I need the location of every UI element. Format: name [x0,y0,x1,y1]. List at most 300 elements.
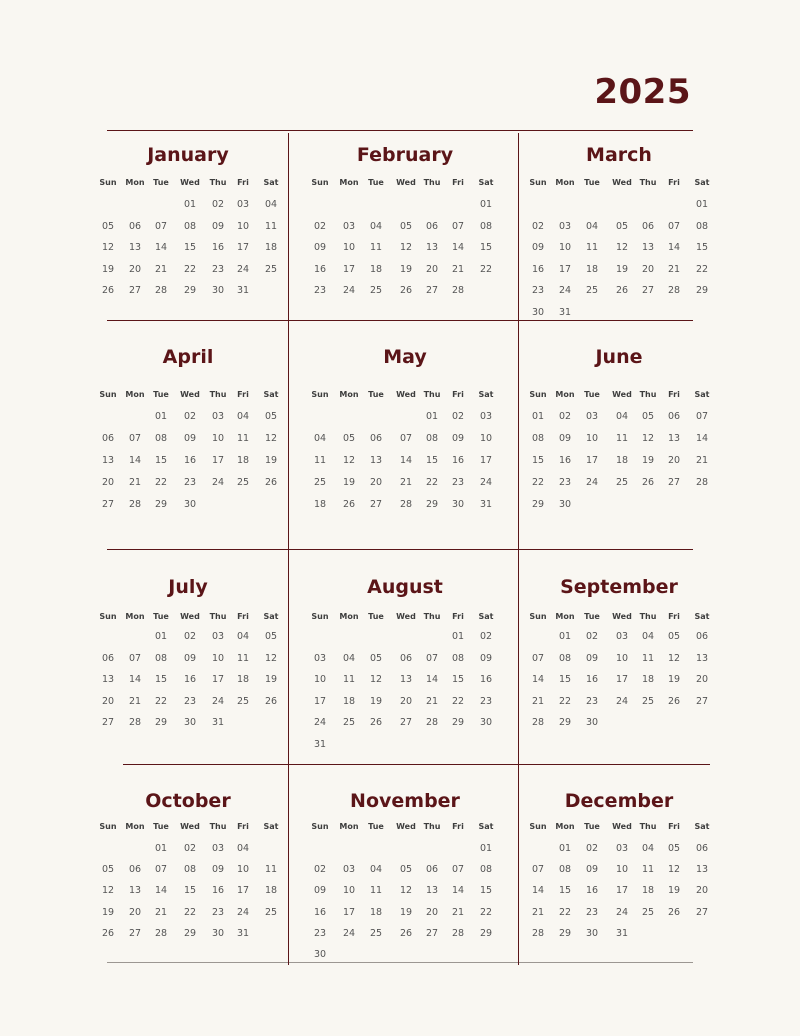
day-cell: 16 [313,263,327,275]
day-cell: 08 [183,220,197,232]
day-cell: 04 [369,864,383,876]
day-cell: 31 [313,738,327,750]
weekday-label: Mon [555,612,575,621]
weekday-label: Sun [311,178,329,187]
weekday-label: Sat [478,612,494,621]
month-title: February [356,144,454,166]
day-cell: 06 [425,864,439,876]
day-cell: 15 [425,455,439,466]
day-cell: 13 [667,433,681,444]
day-cell: 10 [236,864,250,876]
day-cell: 30 [211,927,225,939]
day-cell: 20 [128,263,142,275]
day-cell: 04 [236,411,250,422]
day-cell: 20 [667,455,681,466]
day-cell: 23 [183,477,197,488]
day-cell: 26 [399,285,413,296]
weekday-label: Tue [368,822,384,831]
day-cell: 30 [183,499,197,510]
weekday-label: Fri [237,822,249,831]
day-cell: 18 [313,499,327,510]
day-cell: 14 [154,242,168,253]
day-cell: 11 [264,864,278,876]
day-cell: 28 [531,717,545,728]
day-cell: 15 [531,455,545,466]
day-cell: 23 [558,477,572,488]
day-cell: 02 [558,411,572,422]
weekday-label: Wed [612,178,632,187]
day-cell: 12 [101,885,115,897]
day-cell: 20 [369,477,383,488]
weekday-label: Sun [99,178,117,187]
day-cell: 27 [695,906,709,918]
day-cell: 05 [399,864,413,876]
weekday-label: Sun [99,612,117,621]
divider-row-3 [123,764,710,765]
day-cell: 27 [128,927,142,939]
day-cell: 05 [369,652,383,664]
day-cell: 20 [695,674,709,685]
day-cell: 04 [236,631,250,642]
divider-bottom [107,962,693,963]
weekday-label: Sat [694,612,710,621]
day-cell: 19 [641,455,655,466]
weekday-label: Wed [180,612,200,621]
day-cell: 18 [264,885,278,897]
day-cell: 23 [479,695,493,707]
day-cell: 23 [313,285,327,296]
day-cell: 26 [399,927,413,939]
day-cell: 29 [695,285,709,296]
day-cell: 09 [558,433,572,444]
day-cell: 26 [342,499,356,510]
day-cell: 15 [695,242,709,253]
day-cell: 22 [451,695,465,707]
day-cell: 27 [695,695,709,707]
weekday-label: Tue [584,178,600,187]
day-cell: 11 [342,674,356,685]
day-cell: 15 [451,674,465,685]
weekday-label: Wed [180,390,200,399]
day-cell: 01 [451,631,465,642]
day-cell: 13 [425,242,439,253]
day-cell: 19 [342,477,356,488]
weekday-label: Sat [263,612,279,621]
weekday-label: Thu [209,178,227,187]
weekday-label: Thu [423,178,441,187]
day-cell: 10 [615,652,629,664]
day-cell: 12 [264,433,278,444]
day-cell: 17 [342,906,356,918]
day-cell: 05 [101,220,115,232]
day-cell: 24 [479,477,493,488]
day-cell: 19 [399,906,413,918]
weekday-label: Mon [339,612,359,621]
day-cell: 15 [154,455,168,466]
day-cell: 01 [558,631,572,642]
day-cell: 21 [128,477,142,488]
day-cell: 03 [342,864,356,876]
day-cell: 24 [211,477,225,488]
weekday-label: Mon [125,390,145,399]
day-cell: 20 [399,695,413,707]
month-title: September [560,576,678,598]
day-cell: 11 [641,652,655,664]
day-cell: 07 [451,220,465,232]
day-cell: 27 [425,285,439,296]
day-cell: 20 [425,906,439,918]
day-cell: 16 [558,455,572,466]
day-cell: 02 [531,220,545,232]
day-cell: 19 [264,455,278,466]
day-cell: 22 [154,477,168,488]
day-cell: 24 [313,717,327,728]
day-cell: 27 [128,285,142,296]
weekday-label: Thu [423,612,441,621]
day-cell: 26 [667,906,681,918]
day-cell: 02 [479,631,493,642]
day-cell: 30 [585,927,599,939]
day-cell: 30 [183,717,197,728]
day-cell: 15 [183,242,197,253]
month-title: July [168,576,208,598]
month-title: April [162,346,214,368]
weekday-label: Fri [668,612,680,621]
day-cell: 19 [101,263,115,275]
day-cell: 07 [695,411,709,422]
day-cell: 25 [236,477,250,488]
month-title: March [586,144,652,166]
day-cell: 18 [369,906,383,918]
day-cell: 16 [531,263,545,275]
day-cell: 23 [585,695,599,707]
day-cell: 06 [128,220,142,232]
day-cell: 30 [313,949,327,960]
day-cell: 14 [531,674,545,685]
month-title: December [564,790,674,812]
day-cell: 27 [101,499,115,510]
day-cell: 21 [451,906,465,918]
day-cell: 07 [531,864,545,876]
day-cell: 19 [101,906,115,918]
column-divider-left [288,133,289,965]
day-cell: 12 [615,242,629,253]
weekday-label: Sat [694,178,710,187]
day-cell: 09 [585,864,599,876]
day-cell: 05 [641,411,655,422]
day-cell: 08 [695,220,709,232]
day-cell: 04 [641,843,655,854]
day-cell: 06 [101,652,115,664]
day-cell: 25 [236,695,250,707]
day-cell: 24 [615,695,629,707]
day-cell: 22 [183,263,197,275]
day-cell: 24 [236,906,250,918]
day-cell: 13 [695,864,709,876]
day-cell: 23 [531,285,545,296]
weekday-label: Mon [555,178,575,187]
day-cell: 15 [183,885,197,897]
day-cell: 29 [531,499,545,510]
day-cell: 04 [585,220,599,232]
day-cell: 27 [101,717,115,728]
day-cell: 11 [585,242,599,253]
day-cell: 05 [399,220,413,232]
day-cell: 04 [641,631,655,642]
day-cell: 05 [342,433,356,444]
day-cell: 03 [342,220,356,232]
day-cell: 28 [451,927,465,939]
day-cell: 19 [667,674,681,685]
weekday-label: Mon [555,822,575,831]
day-cell: 09 [211,864,225,876]
day-cell: 14 [451,242,465,253]
day-cell: 12 [399,242,413,253]
day-cell: 21 [451,263,465,275]
day-cell: 14 [399,455,413,466]
day-cell: 29 [558,717,572,728]
day-cell: 16 [211,885,225,897]
day-cell: 22 [531,477,545,488]
day-cell: 10 [211,652,225,664]
day-cell: 17 [211,674,225,685]
day-cell: 17 [236,242,250,253]
weekday-label: Tue [153,390,169,399]
day-cell: 01 [479,843,493,854]
day-cell: 17 [313,695,327,707]
day-cell: 16 [451,455,465,466]
day-cell: 17 [558,263,572,275]
weekday-label: Tue [153,612,169,621]
day-cell: 26 [101,285,115,296]
day-cell: 12 [667,864,681,876]
day-cell: 04 [236,843,250,854]
weekday-label: Sat [478,390,494,399]
day-cell: 24 [342,927,356,939]
day-cell: 13 [128,242,142,253]
weekday-label: Fri [237,612,249,621]
day-cell: 22 [558,906,572,918]
day-cell: 09 [183,652,197,664]
day-cell: 17 [615,674,629,685]
day-cell: 15 [479,885,493,897]
weekday-label: Sun [529,612,547,621]
weekday-label: Sat [263,822,279,831]
day-cell: 07 [154,220,168,232]
day-cell: 23 [451,477,465,488]
day-cell: 25 [313,477,327,488]
day-cell: 11 [369,242,383,253]
day-cell: 28 [154,285,168,296]
day-cell: 05 [264,631,278,642]
day-cell: 06 [399,652,413,664]
day-cell: 19 [264,674,278,685]
day-cell: 22 [558,695,572,707]
day-cell: 29 [183,927,197,939]
day-cell: 05 [667,843,681,854]
divider-row-1 [107,320,693,321]
day-cell: 08 [479,864,493,876]
day-cell: 19 [399,263,413,275]
day-cell: 14 [425,674,439,685]
day-cell: 02 [183,843,197,854]
day-cell: 09 [451,433,465,444]
day-cell: 11 [236,433,250,444]
day-cell: 21 [128,695,142,707]
day-cell: 01 [531,411,545,422]
month-title: October [145,790,231,812]
day-cell: 08 [425,433,439,444]
weekday-label: Fri [668,822,680,831]
day-cell: 13 [369,455,383,466]
day-cell: 25 [264,263,278,275]
weekday-label: Mon [555,390,575,399]
day-cell: 23 [183,695,197,707]
day-cell: 06 [369,433,383,444]
day-cell: 14 [154,885,168,897]
day-cell: 26 [641,477,655,488]
day-cell: 25 [369,285,383,296]
day-cell: 16 [183,455,197,466]
day-cell: 07 [667,220,681,232]
day-cell: 13 [695,652,709,664]
day-cell: 08 [558,864,572,876]
weekday-label: Wed [396,390,416,399]
day-cell: 20 [101,695,115,707]
day-cell: 13 [425,885,439,897]
day-cell: 25 [264,906,278,918]
day-cell: 22 [154,695,168,707]
day-cell: 16 [211,242,225,253]
weekday-label: Mon [339,390,359,399]
day-cell: 10 [211,433,225,444]
month-title: May [383,346,427,368]
day-cell: 10 [585,433,599,444]
day-cell: 05 [264,411,278,422]
weekday-label: Mon [125,822,145,831]
day-cell: 02 [313,864,327,876]
day-cell: 01 [695,199,709,210]
day-cell: 31 [236,285,250,296]
day-cell: 11 [369,885,383,897]
day-cell: 13 [128,885,142,897]
day-cell: 30 [479,717,493,728]
weekday-label: Wed [180,822,200,831]
day-cell: 23 [211,906,225,918]
weekday-label: Tue [368,612,384,621]
day-cell: 03 [558,220,572,232]
weekday-label: Sun [311,612,329,621]
day-cell: 13 [399,674,413,685]
day-cell: 27 [641,285,655,296]
weekday-label: Mon [339,178,359,187]
day-cell: 27 [425,927,439,939]
weekday-label: Thu [423,822,441,831]
day-cell: 16 [585,674,599,685]
day-cell: 21 [667,263,681,275]
day-cell: 18 [641,674,655,685]
weekday-label: Wed [612,822,632,831]
day-cell: 16 [183,674,197,685]
day-cell: 26 [369,717,383,728]
day-cell: 28 [451,285,465,296]
day-cell: 24 [558,285,572,296]
day-cell: 11 [264,220,278,232]
day-cell: 01 [154,843,168,854]
day-cell: 28 [128,717,142,728]
weekday-label: Fri [668,178,680,187]
day-cell: 16 [585,885,599,897]
weekday-label: Sat [478,178,494,187]
day-cell: 07 [451,864,465,876]
day-cell: 22 [183,906,197,918]
day-cell: 12 [369,674,383,685]
day-cell: 09 [313,885,327,897]
divider-top [107,130,693,131]
day-cell: 13 [641,242,655,253]
day-cell: 08 [531,433,545,444]
weekday-label: Tue [153,822,169,831]
day-cell: 10 [558,242,572,253]
day-cell: 06 [128,864,142,876]
weekday-label: Mon [339,822,359,831]
day-cell: 25 [641,695,655,707]
day-cell: 20 [101,477,115,488]
day-cell: 08 [154,433,168,444]
day-cell: 14 [667,242,681,253]
day-cell: 09 [585,652,599,664]
day-cell: 31 [615,927,629,939]
day-cell: 17 [342,263,356,275]
day-cell: 07 [128,433,142,444]
day-cell: 11 [615,433,629,444]
day-cell: 27 [667,477,681,488]
day-cell: 11 [313,455,327,466]
day-cell: 05 [667,631,681,642]
day-cell: 02 [183,411,197,422]
day-cell: 24 [211,695,225,707]
weekday-label: Tue [368,390,384,399]
weekday-label: Mon [125,178,145,187]
day-cell: 19 [615,263,629,275]
day-cell: 21 [531,906,545,918]
day-cell: 30 [531,306,545,318]
day-cell: 23 [313,927,327,939]
day-cell: 06 [695,843,709,854]
day-cell: 26 [667,695,681,707]
day-cell: 30 [585,717,599,728]
weekday-label: Wed [612,390,632,399]
day-cell: 01 [154,631,168,642]
day-cell: 17 [211,455,225,466]
weekday-label: Sat [478,822,494,831]
day-cell: 03 [211,631,225,642]
day-cell: 12 [342,455,356,466]
day-cell: 20 [695,885,709,897]
day-cell: 18 [585,263,599,275]
weekday-label: Sun [99,390,117,399]
column-divider-right [518,133,519,965]
day-cell: 13 [101,674,115,685]
day-cell: 04 [369,220,383,232]
day-cell: 12 [264,652,278,664]
day-cell: 01 [183,199,197,210]
day-cell: 03 [615,843,629,854]
day-cell: 04 [313,433,327,444]
day-cell: 02 [211,199,225,210]
day-cell: 07 [399,433,413,444]
day-cell: 02 [313,220,327,232]
